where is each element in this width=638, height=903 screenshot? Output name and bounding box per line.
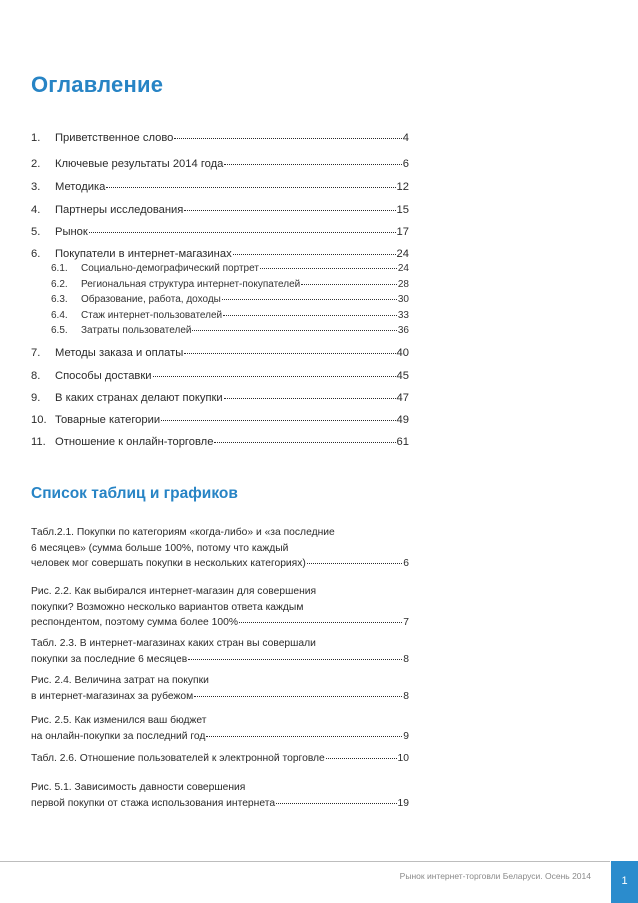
toc-entry-number: 4. xyxy=(31,204,41,216)
figure-entry-text: человек мог совершать покупки в нескольких категориях) xyxy=(31,558,306,569)
toc-entry[interactable] xyxy=(31,157,409,171)
figure-entry-line: Рис. 2.2. Как выбирался интернет-магазин для совершения xyxy=(31,586,317,597)
figure-entry-line: Табл.2.1. Покупки по категориям «когда-либо» и «за последние xyxy=(31,527,335,538)
toc-subentry-number: 6.3. xyxy=(51,294,68,305)
dot-leader xyxy=(174,138,401,139)
toc-entry[interactable] xyxy=(31,225,409,239)
toc-entry[interactable] xyxy=(31,435,409,449)
figure-entry[interactable] xyxy=(31,584,409,631)
toc-entry-title: Отношение к онлайн-торговле xyxy=(55,436,214,448)
toc-entry[interactable] xyxy=(31,203,409,217)
figure-entry-page: 7 xyxy=(403,617,409,628)
toc-subentry-number: 6.5. xyxy=(51,325,68,336)
toc-subentry-number: 6.2. xyxy=(51,279,68,290)
figure-entry-text: Табл. 2.6. Отношение пользователей к электронной торговле xyxy=(31,753,325,764)
figure-entry-page: 9 xyxy=(403,730,409,742)
figure-entry-line: Табл. 2.3. В интернет-магазинах каких стран вы совершали xyxy=(31,638,316,649)
dot-leader xyxy=(194,696,402,697)
figure-entry[interactable] xyxy=(31,636,409,667)
toc-subentry-title: Региональная структура интернет-покупателей xyxy=(81,279,301,290)
toc-entry-page: 15 xyxy=(396,204,409,216)
page-number: 1 xyxy=(621,875,628,887)
dot-leader xyxy=(307,563,402,564)
figure-entry[interactable] xyxy=(31,673,409,704)
figure-entry-page: 19 xyxy=(397,797,409,809)
figure-entry-last-line xyxy=(31,615,409,631)
dot-leader xyxy=(214,442,395,443)
toc-entry-page: 45 xyxy=(396,370,409,382)
toc-entry-title: Методы заказа и оплаты xyxy=(55,347,184,359)
dot-leader xyxy=(276,803,396,804)
figure-entry[interactable] xyxy=(31,780,409,811)
dot-leader xyxy=(206,736,402,737)
toc-entry[interactable] xyxy=(31,180,409,194)
toc-entry-page: 40 xyxy=(396,347,409,359)
toc-subentry[interactable] xyxy=(51,263,409,275)
toc-entry[interactable] xyxy=(31,391,409,405)
toc-subentry-page: 28 xyxy=(397,279,409,290)
toc-entry-page: 6 xyxy=(402,158,409,170)
dot-leader xyxy=(188,659,402,660)
toc-entry-page: 47 xyxy=(396,392,409,404)
dot-leader xyxy=(301,284,397,285)
figures-list-title: Список таблиц и графиков xyxy=(31,485,238,502)
toc-entry-title: Методика xyxy=(55,181,106,193)
toc-entry-number: 6. xyxy=(31,248,41,260)
toc-entry-number: 1. xyxy=(31,132,41,144)
figure-entry-last-line xyxy=(31,689,409,705)
toc-entry-number: 9. xyxy=(31,392,41,404)
figure-entry-text: на онлайн-покупки за последний год xyxy=(31,730,206,742)
toc-entry-title: Рынок xyxy=(55,226,88,238)
footer-text: Рынок интернет-торговли Беларуси. Осень 2014 xyxy=(399,871,591,881)
figure-entry-text: покупки за последние 6 месяцев xyxy=(31,653,188,665)
dot-leader xyxy=(233,254,396,255)
dot-leader xyxy=(224,164,401,165)
dot-leader xyxy=(192,330,396,331)
figure-entry-text: респондентом, поэтому сумма более 100% xyxy=(31,617,238,628)
dot-leader xyxy=(239,622,402,623)
toc-entry[interactable] xyxy=(31,413,409,427)
figure-entry-page: 8 xyxy=(403,653,409,665)
figure-entry-line: покупки? Возможно несколько вариантов ответа каждым xyxy=(31,601,304,613)
figure-entry-last-line xyxy=(31,556,409,572)
dot-leader xyxy=(184,353,395,354)
toc-entry-number: 8. xyxy=(31,370,41,382)
toc-subentry-title: Социально-демографический портрет xyxy=(81,263,259,274)
toc-subentry-title: Стаж интернет-пользователей xyxy=(81,310,223,321)
toc-subentry-title: Образование, работа, доходы xyxy=(81,294,221,305)
figure-entry-last-line xyxy=(31,652,409,668)
toc-entry[interactable] xyxy=(31,247,409,261)
dot-leader xyxy=(184,210,395,211)
figure-entry[interactable] xyxy=(31,713,409,744)
toc-entry[interactable] xyxy=(31,131,409,145)
toc-subentry-page: 33 xyxy=(397,310,409,321)
figure-entry-text: в интернет-магазинах за рубежом xyxy=(31,690,194,702)
figure-entry-last-line xyxy=(31,796,409,812)
figure-entry-line: Рис. 2.4. Величина затрат на покупки xyxy=(31,675,209,686)
dot-leader xyxy=(223,315,397,316)
figure-entry-page: 10 xyxy=(397,753,409,764)
figure-entry-line: Рис. 2.5. Как изменился ваш бюджет xyxy=(31,715,207,726)
toc-subentry[interactable] xyxy=(51,294,409,306)
toc-entry-title: Способы доставки xyxy=(55,370,152,382)
toc-subentry-number: 6.1. xyxy=(51,263,68,274)
toc-title: Оглавление xyxy=(31,72,164,97)
figure-entry[interactable] xyxy=(31,525,409,572)
toc-entry-number: 11. xyxy=(31,436,46,448)
toc-entry[interactable] xyxy=(31,369,409,383)
toc-entry-number: 10. xyxy=(31,414,47,426)
toc-subentry-page: 36 xyxy=(397,325,409,336)
toc-entry-page: 12 xyxy=(396,181,409,193)
toc-subentry-page: 24 xyxy=(397,263,409,274)
toc-entry-number: 3. xyxy=(31,181,41,193)
figure-entry[interactable] xyxy=(31,751,409,767)
figure-entry-page: 6 xyxy=(403,558,409,569)
dot-leader xyxy=(106,187,395,188)
figure-entry-line: 6 месяцев» (сумма больше 100%, потому что каждый xyxy=(31,542,289,554)
toc-entry-page: 4 xyxy=(402,132,409,144)
toc-subentry-title: Затраты пользователей xyxy=(81,325,192,336)
toc-entry-page: 17 xyxy=(396,226,409,238)
dot-leader xyxy=(222,299,397,300)
dot-leader xyxy=(161,420,395,421)
figure-entry-last-line xyxy=(31,729,409,745)
toc-entry-title: Партнеры исследования xyxy=(55,204,184,216)
toc-subentry[interactable] xyxy=(51,325,409,337)
toc-entry-number: 5. xyxy=(31,226,41,238)
dot-leader xyxy=(153,376,396,377)
toc-subentry-page: 30 xyxy=(397,294,409,305)
toc-entry[interactable] xyxy=(31,346,409,360)
toc-entry-page: 49 xyxy=(396,414,409,426)
footer-divider xyxy=(0,861,610,862)
toc-entry-page: 61 xyxy=(396,436,409,448)
toc-subentry-number: 6.4. xyxy=(51,310,68,321)
dot-leader xyxy=(224,398,396,399)
page-number-box xyxy=(611,861,638,903)
toc-entry-number: 2. xyxy=(31,158,41,170)
figure-entry-last-line xyxy=(31,751,409,767)
figure-entry-line: Рис. 5.1. Зависимость давности совершения xyxy=(31,782,246,793)
toc-entry-title: В каких странах делают покупки xyxy=(55,392,223,404)
dot-leader xyxy=(89,232,396,233)
toc-entry-title: Ключевые результаты 2014 года xyxy=(55,158,224,170)
figure-entry-page: 8 xyxy=(403,690,409,702)
toc-entry-title: Приветственное слово xyxy=(55,132,174,144)
figure-entry-text: первой покупки от стажа использования интернета xyxy=(31,797,276,809)
dot-leader xyxy=(260,268,397,269)
toc-entry-title: Покупатели в интернет-магазинах xyxy=(55,248,232,260)
toc-subentry[interactable] xyxy=(51,310,409,322)
dot-leader xyxy=(326,758,397,759)
toc-subentry[interactable] xyxy=(51,279,409,291)
toc-entry-title: Товарные категории xyxy=(55,414,161,426)
toc-entry-page: 24 xyxy=(396,248,409,260)
toc-entry-number: 7. xyxy=(31,347,41,359)
